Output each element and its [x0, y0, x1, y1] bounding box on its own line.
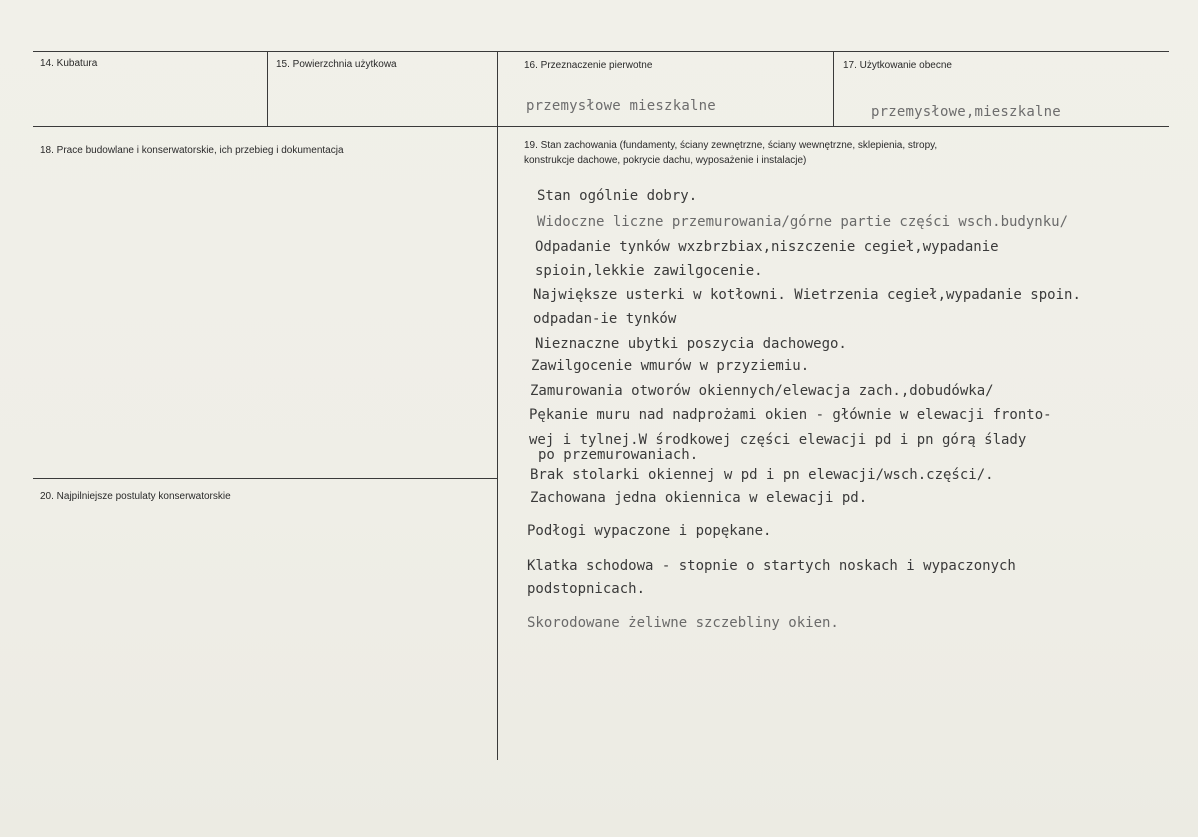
field-18-label: 18. Prace budowlane i konserwatorskie, ich przebieg i dokumentacja [40, 145, 344, 156]
condition-line: Skorodowane żeliwne szczebliny okien. [527, 615, 839, 631]
condition-line: Stan ogólnie dobry. [537, 188, 698, 204]
condition-line: Zamurowania otworów okiennych/elewacja zach.,dobudówka/ [530, 383, 994, 399]
condition-line: Nieznaczne ubytki poszycia dachowego. [535, 336, 847, 352]
condition-line: Widoczne liczne przemurowania/górne partie części wsch.budynku/ [537, 214, 1069, 230]
rule-row1 [33, 126, 1169, 127]
field-19-label-line1: 19. Stan zachowania (fundamenty, ściany zewnętrzne, ściany wewnętrzne, sklepienia, stropy, [524, 140, 938, 151]
field-16-value: przemysłowe mieszkalne [526, 98, 716, 114]
rule-top [33, 51, 1169, 52]
field-17-label: 17. Użytkowanie obecne [843, 60, 952, 71]
condition-line: spioin,lekkie zawilgocenie. [535, 263, 763, 279]
field-14-label: 14. Kubatura [40, 58, 98, 69]
field-15-label: 15. Powierzchnia użytkowa [276, 59, 397, 70]
condition-line: odpadan-ie tynków [533, 311, 677, 327]
condition-line: po przemurowaniach. [538, 447, 699, 463]
condition-line: Największe usterki w kotłowni. Wietrzenia cegieł,wypadanie spoin. [533, 287, 1081, 303]
condition-line: Odpadanie tynków wxzbrzbiax,niszczenie cegieł,wypadanie [535, 239, 999, 255]
condition-line: Brak stolarki okiennej w pd i pn elewacji/wsch.części/. [530, 467, 994, 483]
condition-line: Podłogi wypaczone i popękane. [527, 523, 772, 539]
condition-line: wej i tylnej.W środkowej części elewacji pd i pn górą ślady [529, 432, 1027, 448]
field-17-value: przemysłowe,mieszkalne [871, 104, 1061, 120]
condition-line: Pękanie muru nad nadprożami okien - głównie w elewacji fronto- [529, 407, 1052, 423]
condition-line: Zawilgocenie wmurów w przyziemiu. [531, 358, 810, 374]
condition-line: Klatka schodowa - stopnie o startych noskach i wypaczonych [527, 558, 1016, 574]
condition-line: podstopnicach. [527, 581, 646, 597]
field-19-label-line2: konstrukcje dachowe, pokrycie dachu, wyposażenie i instalacje) [524, 155, 807, 166]
rule-col-17 [833, 51, 834, 126]
rule-section20 [33, 478, 498, 479]
condition-line: Zachowana jedna okiennica w elewacji pd. [530, 490, 868, 506]
field-20-label: 20. Najpilniejsze postulaty konserwatorskie [40, 491, 231, 502]
rule-col-15 [267, 51, 268, 126]
field-16-label: 16. Przeznaczenie pierwotne [524, 60, 653, 71]
rule-col-16 [497, 51, 498, 760]
